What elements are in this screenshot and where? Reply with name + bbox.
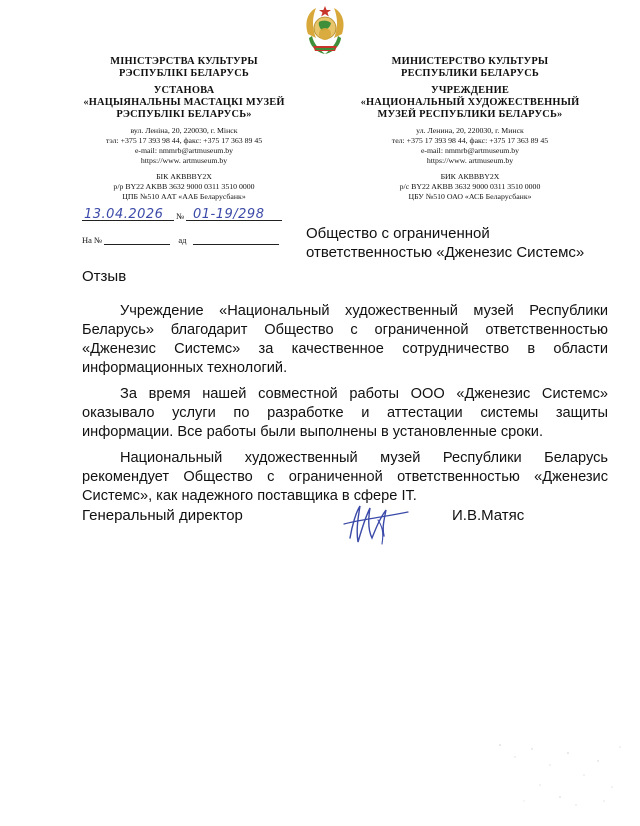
addressee-line: ответственностью «Дженезис Системс» xyxy=(306,244,585,261)
paragraph: Национальный художественный музей Республики Беларусь рекомендует Общество с ограниченной ответственностью «Дженезис Системс», как надежного поставщика в сфере IT. xyxy=(82,450,608,504)
handwritten-signature-icon xyxy=(338,498,418,548)
institution-line: РЭСПУБЛІКІ БЕЛАРУСЬ» xyxy=(116,109,252,120)
reply-date-field xyxy=(193,244,279,245)
number-sign: № xyxy=(176,211,185,221)
paragraph: За время нашей совместной работы ООО «Дженезис Системс» оказывало услуги по разработке и аттестации системы защиты информации. Все работы были выполнены в установленные сроки. xyxy=(82,386,608,440)
addressee-line: Общество с ограниченной xyxy=(306,225,490,242)
state-emblem-icon xyxy=(300,4,350,58)
letter-body xyxy=(82,302,608,513)
contact-line: e-mail: nmmrb@artmuseum.by xyxy=(134,146,234,155)
reply-to-label: На № xyxy=(82,235,103,245)
addressee xyxy=(306,224,626,262)
bank-line: БИК АКВВВY2X xyxy=(440,172,500,181)
ministry-line: РЭСПУБЛІКІ БЕЛАРУСЬ xyxy=(119,68,249,79)
contact-line: ул. Ленина, 20, 220030, г. Минск xyxy=(416,126,524,135)
institution-line: УЧРЕЖДЕНИЕ xyxy=(431,85,509,96)
from-label: ад xyxy=(178,235,187,245)
bank-line: ЦПБ №510 ААТ «ААБ Беларусбанк» xyxy=(122,192,246,201)
reply-number-field xyxy=(104,244,170,245)
handwritten-number: 01-19/298 xyxy=(193,207,265,222)
ministry-line: МИНИСТЕРСТВО КУЛЬТУРЫ xyxy=(391,56,549,67)
header-left xyxy=(60,56,308,202)
handwritten-date: 13.04.2026 xyxy=(84,207,164,222)
institution-line: «НАЦИОНАЛЬНЫЙ ХУДОЖЕСТВЕННЫЙ xyxy=(360,97,580,108)
reply-to-line xyxy=(82,235,279,245)
contact-line: тел: +375 17 393 98 44, факс: +375 17 363 89 45 xyxy=(391,136,549,145)
subject: Отзыв xyxy=(82,268,127,285)
signer-position: Генеральный директор xyxy=(82,507,243,524)
header-right xyxy=(345,56,595,202)
bank-line: р/р BY22 AKBB 3632 9000 0311 3510 0000 xyxy=(113,182,255,191)
ministry-line: МІНІСТЭРСТВА КУЛЬТУРЫ xyxy=(110,56,258,67)
paragraph: Учреждение «Национальный художественный музей Республики Беларусь» благодарит Общество с ограниченной ответственностью «Дженезис Системс» за качественное сотрудничество в области информационных технологий. xyxy=(82,303,608,376)
contact-line: вул. Леніна, 20, 220030, г. Мінск xyxy=(130,126,238,135)
contact-line: https://www. artmuseum.by xyxy=(140,156,228,165)
institution-line: МУЗЕЙ РЕСПУБЛИКИ БЕЛАРУСЬ» xyxy=(377,109,563,120)
bank-line: БІК АКВВВY2X xyxy=(156,172,212,181)
bank-line: р/с BY22 AKBB 3632 9000 0311 3510 0000 xyxy=(399,182,541,191)
bank-line: ЦБУ №510 ОАО «АСБ Беларусбанк» xyxy=(408,192,532,201)
contact-line: https://www. artmuseum.by xyxy=(426,156,514,165)
contact-line: e-mail: nmmrb@artmuseum.by xyxy=(420,146,520,155)
scan-artifact xyxy=(480,735,630,815)
ministry-line: РЕСПУБЛИКИ БЕЛАРУСЬ xyxy=(401,68,539,79)
institution-line: «НАЦЫЯНАЛЬНЫ МАСТАЦКІ МУЗЕЙ xyxy=(83,97,285,108)
contact-line: тэл: +375 17 393 98 44, факс: +375 17 363 89 45 xyxy=(105,136,263,145)
signer-name: И.В.Матяс xyxy=(452,507,525,524)
institution-line: УСТАНОВА xyxy=(153,85,215,96)
